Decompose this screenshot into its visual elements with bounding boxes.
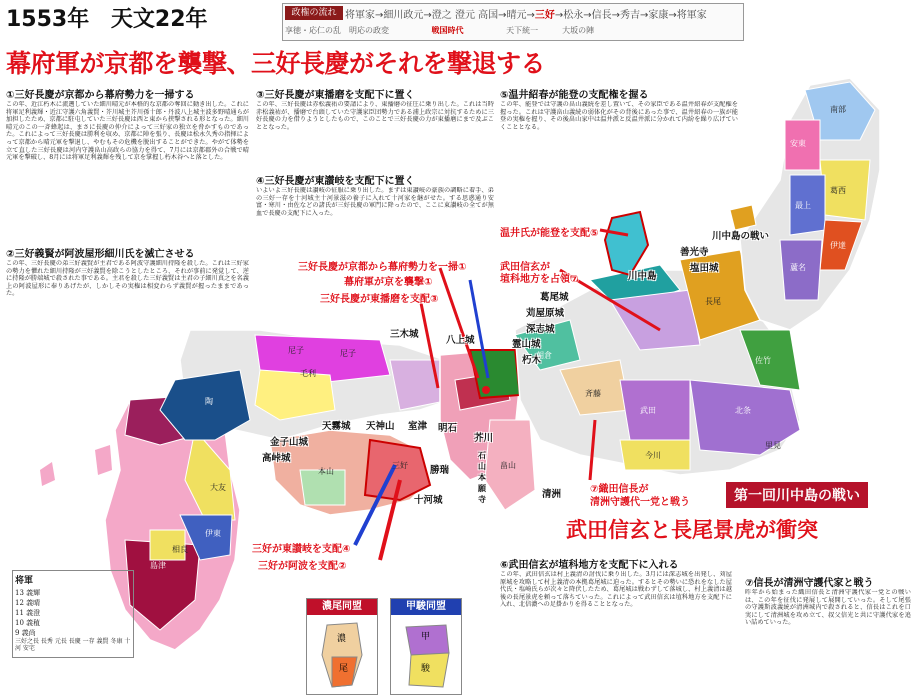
place-akutagawa: 芥川	[474, 433, 494, 444]
callout-7a: ⑦織田信長が	[590, 484, 649, 495]
clan-miyoshi: 三好	[392, 461, 408, 470]
clan-amago-1: 尼子	[288, 346, 304, 355]
callout-7b: 清洲守護代一党と戦う	[590, 497, 690, 508]
section-7-title: ⑦信長が清洲守護代家と戦う	[745, 578, 874, 589]
place-takatoge: 高峠城	[262, 453, 291, 464]
place-shioda: 塩田城	[690, 263, 719, 274]
clan-amago-2: 尼子	[340, 349, 356, 358]
alliance-noubi-mark2: 尾	[339, 664, 349, 674]
place-kawanakajima-battle: 川中島の戦い	[712, 231, 770, 242]
clan-takeda: 武田	[640, 406, 656, 415]
region-mori	[255, 370, 335, 420]
island-goto	[95, 445, 112, 475]
banner-takeda-nagao: 武田信玄と長尾景虎が衝突	[566, 518, 818, 542]
alliance-noubi-mark1: 濃	[337, 634, 347, 644]
alliance-noubi	[306, 598, 378, 695]
clan-shimazu: 島津	[150, 561, 166, 570]
shogun-col2: 12 義晴	[15, 599, 41, 607]
year-western: 1553年	[6, 7, 90, 32]
place-karuyahara: 苅屋原城	[526, 308, 565, 319]
section-1-title: ①三好長慶が京都から幕府勢力を一掃する	[6, 90, 195, 101]
clan-satomi: 里見	[765, 441, 781, 450]
place-fukashi: 深志城	[526, 324, 555, 335]
island-sado	[730, 205, 756, 230]
shogun-col3: 11 義澄	[15, 609, 41, 617]
shogun-sub: 三好之長 長秀 元長 長慶 一存 義賢 冬康 十河 安宅	[15, 638, 131, 652]
banner-kawanakajima: 第一回川中島の戦い	[726, 482, 868, 508]
place-yakami: 八上城	[446, 335, 475, 346]
place-sanboku: 三木城	[390, 329, 419, 340]
clan-asakura: 朝倉	[536, 351, 552, 360]
alliance-noubi-map	[307, 615, 377, 693]
callout-6a: 武田信玄が	[500, 262, 550, 273]
clan-hojo: 北条	[735, 406, 751, 415]
callout-3: 三好長慶が東播磨を支配③	[320, 294, 439, 305]
clan-sagara: 相良	[172, 545, 188, 554]
place-akashi: 明石	[438, 423, 458, 434]
place-tenmyo: 天霧城	[322, 421, 351, 432]
clan-imagawa: 今川	[645, 451, 661, 460]
section-6-body: この年、武田信玄は村上義清の討伐に乗り出した。3月には深志城を出発し、苅屋原城を攻略して村上義清の本拠葛尾城に迫った。するとその勢いに恐れをなした屋代氏・塩崎氏らが次々と降伏したため、葛尾城は戦わずして落城し、村上義清は越後の長尾景虎を頼って落ちていった。これによって武田信玄は埴科地方を支配下に入れ、北信濃への足掛かりを得ることとなった。	[500, 571, 732, 609]
clan-mogami: 最上	[795, 201, 811, 210]
year-era: 天文22年	[110, 7, 208, 32]
section-1-body: この年、近江朽木に流遡していた細川晴元が本格的な京都の奪回に動き出した。これに将軍足利義輝・近江守護六角義賢・芥川城主芥川孫十郎・丹波八上城主波多野晴通らが加担したため、京都に駐屯していた三好長慶は西と東から挟撃される形となった。細川晴元のこの一斉蜂起は、まさに長慶の仲介によって三好家の独立を脅かすものであった。これによって三好長慶は勝利を収め、京都に陣を張り、長慶は松永久秀の指揮によって京都から晴元軍を撃退し、やむもその危機を脱出することができた。やがて体勢を立て直した三好長慶は河内守護畠山高政らの協力を得て、7月には京都郡外の合戦で晴元軍を撃破し、8月には将軍足利義輝を残して京を掌握し朽木谷へと落とした。	[6, 101, 249, 162]
clan-motoyama: 本山	[318, 467, 334, 476]
place-reizan: 霊山城	[512, 339, 541, 350]
section-3-title: ③三好長慶が東播磨を支配下に置く	[256, 90, 415, 101]
alliance-koshun	[390, 598, 462, 695]
flow-sub-center: 戦国時代	[431, 26, 464, 35]
place-togawa: 十河城	[414, 495, 443, 506]
shogun-col1: 13 義輝	[15, 589, 41, 597]
place-kaneko: 金子山城	[270, 437, 309, 448]
clan-sue: 陶	[205, 397, 213, 406]
place-kutsuki: 朽木	[522, 355, 542, 366]
alliance-koshun-mark2: 駿	[421, 664, 431, 674]
flow-chain-after: →松永→信長→秀吉→家康→将軍家	[554, 10, 707, 21]
shogun-title: 将軍	[15, 576, 34, 586]
place-kiyosu: 清洲	[542, 489, 562, 500]
clan-mori: 毛利	[300, 369, 316, 378]
clan-kasai: 葛西	[830, 186, 846, 195]
alliance-koshun-title: 甲駿同盟	[391, 599, 461, 615]
section-4-title: ④三好長慶が東讃岐を支配下に置く	[256, 176, 415, 187]
clan-saito: 斉藤	[585, 389, 601, 398]
place-ishiyama: 石山本願寺	[478, 451, 486, 504]
place-zenkoji: 善光寺	[680, 247, 709, 258]
clan-date: 伊達	[830, 241, 846, 250]
clan-otomo: 大友	[210, 483, 226, 492]
regime-flow-label: 政権の流れ	[285, 6, 343, 20]
clan-ando: 安東	[790, 139, 806, 148]
clan-ito: 伊東	[205, 529, 221, 538]
region-noto	[605, 212, 648, 275]
shogun-col5: 9 義尚	[15, 629, 36, 637]
section-6-title: ⑥武田信玄が埴科地方を支配下に入れる	[500, 560, 679, 571]
callout-6b: 埴科地方を占領⑦	[500, 274, 579, 285]
place-shobata: 勝瑞	[430, 465, 450, 476]
alliance-noubi-title: 濃尾同盟	[307, 599, 377, 615]
place-kawanakajima: 川中島	[628, 271, 657, 282]
callout-1b: 幕府軍が京を襲撃①	[344, 277, 433, 288]
flow-chain-highlight: 三好	[534, 10, 555, 21]
place-katsurao: 葛尾城	[540, 292, 569, 303]
clan-nagao: 長尾	[705, 297, 721, 306]
flow-sub-right: 天下統一 大坂の陣	[506, 26, 595, 35]
place-tenjinyama: 天神山	[366, 421, 395, 432]
callout-2: 三好が阿波を支配②	[258, 561, 347, 572]
alliance-koshun-mark1: 甲	[421, 632, 431, 642]
clan-hatakeyama: 畠山	[500, 461, 516, 470]
flow-chain-before: 将軍家→細川政元→	[345, 10, 432, 21]
clan-satake: 佐竹	[755, 356, 771, 365]
section-7-body: 昨年から始まった織田信長と清洲守護代家一党との戦いは、この年を征伐に発展して展開していった。そして尾張の守護斯波義統が清洲城内で殺されると、信長はこれを口実にして清洲城を攻め立て、叔父信光と共に守護代家を追い詰めていった。	[745, 589, 911, 627]
clan-nanbu: 南部	[830, 105, 846, 114]
island-west	[40, 462, 55, 486]
clan-ashina: 蘆名	[790, 263, 806, 272]
section-2-title: ②三好義賢が阿波屋形細川氏を滅亡させる	[6, 249, 195, 260]
callout-4: 三好が東讃岐を支配④	[252, 544, 351, 555]
section-3-body: この年、三好長慶は赤松義祐の要請により、東播磨の征圧に乗り出した。これは当時赤松義祐が、播磨で台頭していた守護家臣団勢力である浦上政宗に対抗するために三好長慶の力を借りようとしたもので、このことで三好長慶の力が東播磨にまで及ぶこととなった。	[256, 101, 494, 131]
shogun-lineage-box	[12, 570, 134, 658]
flow-chain-mid: 澄之 澄元 高国→晴元→	[431, 10, 535, 21]
callout-1: 三好長慶が京都から幕府勢力を一掃①	[298, 262, 467, 273]
callout-5: 温井氏が能登を支配⑤	[500, 228, 599, 239]
kyoto-marker	[482, 386, 490, 394]
section-5-body: この年、能登では守護の畠山義続を差し置いて、その家臣である温井紹春が支配権を握った。これは守護畠山義続の弱体化がその背後にあった事で、温井紹春の一族が能登の実権を握り、その後畠山家中は温井派と反温井派に分かれて内紛を繰り広げていくこととなる。	[500, 101, 738, 131]
place-murotsu: 室津	[408, 421, 428, 432]
alliance-koshun-map	[391, 615, 461, 693]
section-5-title: ⑤温井紹春が能登の支配権を握る	[500, 90, 649, 101]
shogun-col4: 10 義稙	[15, 619, 41, 627]
section-4-body: いよいよ三好長慶は讃岐の征服に乗り出した。まずは東讃岐の豪族の調略に着手、弟の三好一存を十河城主十河景滋の養子に入れて十河家を継がせた。する思惑通り安富・寒川・由佐などの諸氏が三好長慶の軍門に降ったので、ここに東讃岐の全てが無血で長慶の支配下に入った。	[256, 187, 494, 217]
headline: 幕府軍が京都を襲撃、三好長慶がそれを撃退する	[6, 49, 546, 78]
flow-sub-left: 享徳・応仁の乱 明応の政変	[285, 26, 389, 35]
section-2-body: この年、三好長慶の弟三好義賢が主君である阿波守護細川持隆を殺した。これは三好家の勢力を懼れた細川持隆が三好義賢を除こうとしたところ、それが事前に発覚して、逆に持隆が勝端城で殺された事である。主君を殺した三好義賢は主君の子細川真之を名義上の阿波屋形に奉りあげたが、しかしその実権は相変わらず義賢が握ったままであった。	[6, 260, 249, 298]
